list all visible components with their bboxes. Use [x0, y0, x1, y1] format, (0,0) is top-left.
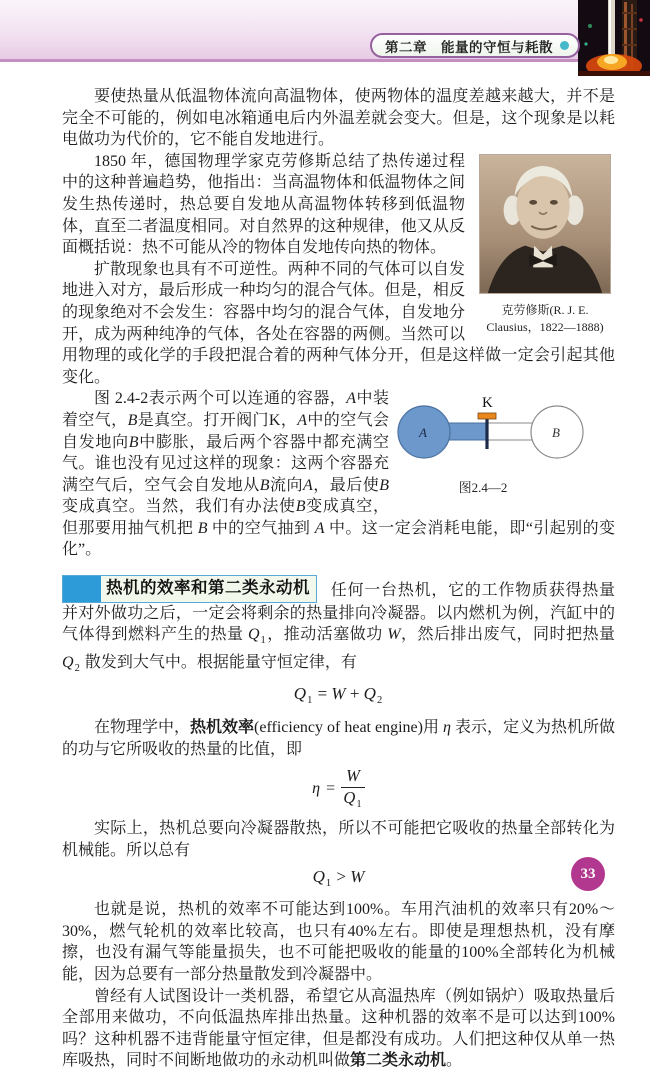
section-heading-label: 热机的效率和第二类永动机: [106, 579, 310, 598]
clausius-portrait-photo: [479, 154, 611, 294]
rocket-icon: [578, 0, 650, 76]
formula-energy-conservation: $Q_1 = W + Q_2$: [293, 684, 383, 707]
formula-inequality: $Q_1 > W$: [312, 866, 365, 889]
chapter-badge-label: 第二章 能量的守恒与耗散: [385, 39, 553, 55]
paragraph-condenser-loss: 实际上，热机总要向冷凝器散热，所以不可能把它吸收的热量全部转化为机械能。所以总有: [62, 820, 615, 860]
paragraph-perpetual-motion: 曾经有人试图设计一类机器，希望它从高温热库（例如锅炉）吸取热量后全部用来做功，不向低温热库排出热量。这种机器的效率不是可以达到100%吗？这种机器不违背能量守恒定律，但是都没有成功。人们把这种仅从单一热库吸热，同时不间断地做功的永动机叫做第二类永动机。: [62, 987, 615, 1070]
paragraph-intro-fridge: 要使热量从低温物体流向高温物体，使两物体的温度差越来越大，并不是完全不可能的，例如电冰箱通电后内外温差就会变大。但是，这个现象是以耗电做功为代价的，它不能自发地进行。: [62, 88, 615, 149]
eta-symbol: η: [312, 780, 321, 798]
vessel-diagram: [397, 392, 615, 466]
vessel-label-b: B: [552, 425, 560, 441]
fraction-numerator: W: [341, 767, 365, 787]
teal-dot-icon: [560, 41, 569, 50]
page-number: 33: [580, 865, 596, 882]
paragraph-diffusion: 扩散现象也具有不可逆性。两种不同的气体可以自发地进入对方，最后形成一种均匀的混合气体。但是，相反的现象绝对不会发生：容器中均匀的混合气体，自发地分开，成为两种纯净的气体，各处在容器的两侧。当然可以用物理的或化学的手段把混合着的两种气体分开，但是这样做一定会引起其他变化。: [62, 260, 615, 386]
section-heading-box: [62, 575, 317, 603]
equals-sign: =: [326, 780, 336, 798]
vessel-label-a: A: [419, 425, 427, 441]
fraction-denominator: $Q_1$: [343, 787, 362, 810]
fraction: [341, 767, 365, 810]
heat-engine-intro-text: 任何一台热机，它的工作物质获得热量并对外做功之后，一定会将剩余的热量排向冷凝器。以内燃机为例，汽缸中的气体得到燃料产生的热量 $Q_1$，推动活塞做功 W，然后排出废气，同时把热量 $Q_2$ 散发到大气中。根据能量守恒定律，有: [62, 581, 615, 674]
paragraph-efficiency-definition: 在物理学中，热机效率(efficiency of heat engine)用 η 表示，定义为热机所做的功与它所吸收的热量的比值，即: [62, 719, 615, 758]
diagram-caption: 图2.4—2: [458, 479, 508, 495]
clausius-caption: [475, 302, 615, 336]
vessel-diagram-figure: [397, 392, 615, 498]
valve-label-k: K: [482, 395, 493, 412]
rocket-launch-photo: [578, 0, 650, 76]
paragraph-clausius-statement: 1850 年，德国物理学家克劳修斯总结了热传递过程中的这种普遍趋势，他指出：当高温物体和低温物体之间发生热传递时，热总要自发地从高温物体转移到低温物体，直至二者温度相同。对自然界的这种规律，他又从反面概括说：热不可能从冷的物体自发地传向热的物体。: [62, 152, 465, 257]
formula-efficiency: [62, 767, 615, 810]
paragraph-efficiency-values: 也就是说，热机的效率不可能达到100%。车用汽油机的效率只有20%～30%，燃气轮机的效率比较高，也只有40%左右。即使是理想热机，没有摩擦，也没有漏气等能量损失，也不可能把吸收的能量的100%全部转化为机械能，因为总要有一部分热量散发到冷凝器中。: [62, 901, 615, 983]
page-body: [62, 86, 615, 1072]
caption-line2: Clausius，1822—1888): [486, 319, 604, 334]
paragraph-heat-engine: [62, 575, 615, 679]
heading-blue-bar: [63, 576, 101, 602]
caption-line1: 克劳修斯(R. J. E.: [501, 302, 589, 317]
paragraph-two-vessels: 图 2.4-2表示两个可以连通的容器，A中装着空气，B是真空。打开阀门K，A中的空气会自发地向B中膨胀，最后两个容器中都充满空气。谁也没有见过这样的现象：这两个容器充满空气后，空气会自发地从B流向A，最后使B变成真空。当然，我们有办法使B变成真空，但那要用抽气机把 B 中的空气抽到 A 中。这一定会消耗电能，即“引起别的变化”。: [62, 390, 615, 559]
chapter-badge: [370, 33, 580, 58]
page-number-badge: [571, 857, 605, 891]
clausius-figure: [475, 154, 615, 336]
